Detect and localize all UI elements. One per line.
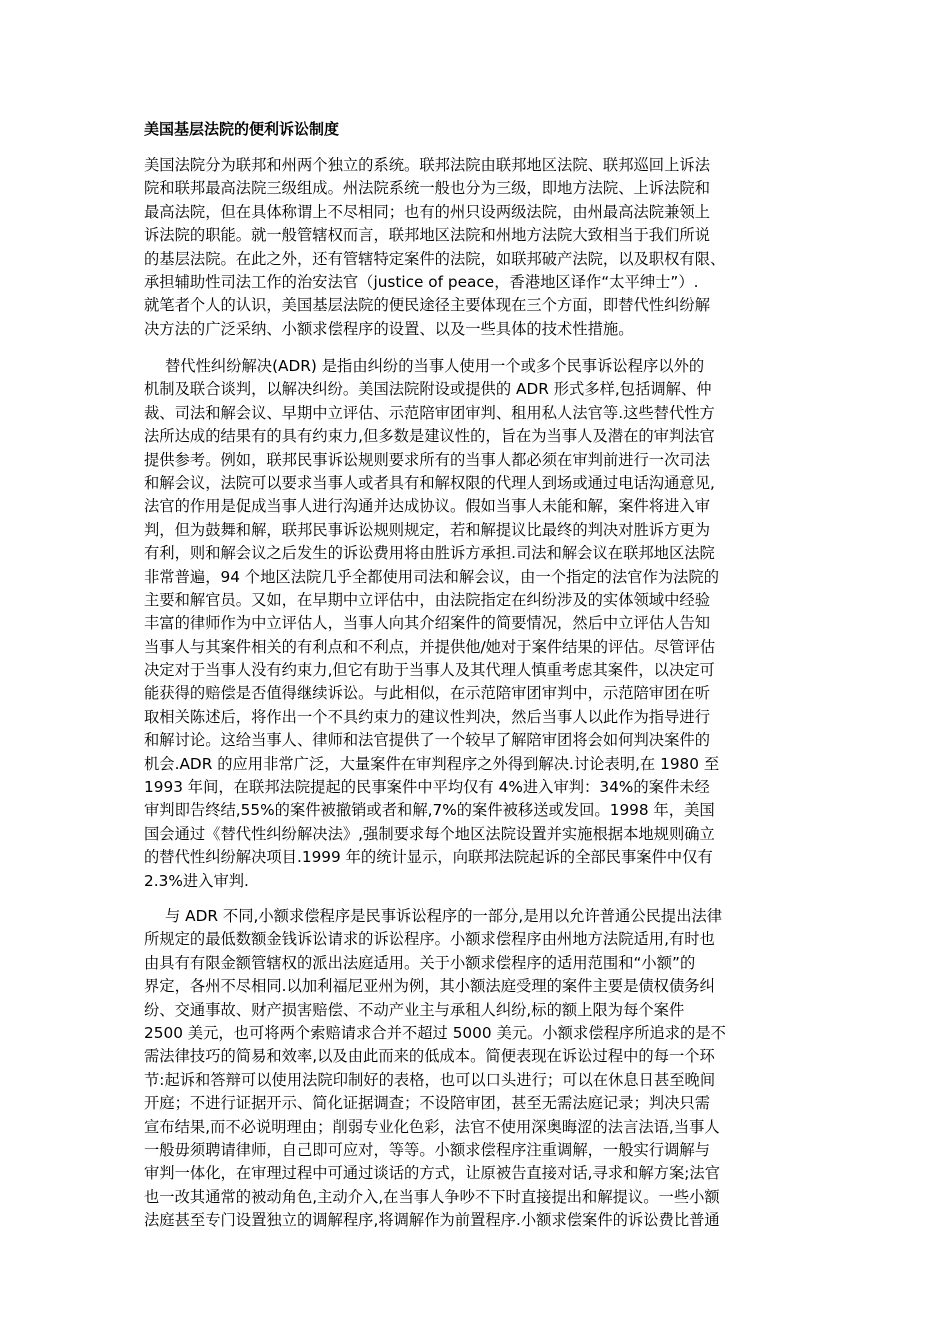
text-line: 非常普遍，94 个地区法院几乎全都使用司法和解会议，由一个指定的法官作为法院的 (144, 567, 720, 586)
text-line: 法庭甚至专门设置独立的调解程序,将调解作为前置程序.小额求偿案件的诉讼费比普通 (144, 1211, 720, 1230)
text-line: 和解会议，法院可以要求当事人或者具有和解权限的代理人到场或通过电话沟通意见, (144, 473, 715, 492)
text-line: 1993 年间，在联邦法院提起的民事案件中平均仅有 4%进入审判：34%的案件未经 (144, 778, 710, 797)
text-line: 纷、交通事故、财产损害赔偿、不动产业主与承租人纠纷,标的额上限为每个案件 (144, 1000, 685, 1019)
text-line: 国会通过《替代性纠纷解决法》,强制要求每个地区法院设置并实施根据本地规则确立 (144, 824, 715, 843)
text-line: 法所达成的结果有的具有约束力,但多数是建议性的，旨在为当事人及潜在的审判法官 (144, 427, 715, 446)
text-line: 机会.ADR 的应用非常广泛，大量案件在审判程序之外得到解决.讨论表明,在 1980 至 (144, 754, 720, 773)
text-line: 取相关陈述后，将作出一个不具约束力的建议性判决，然后当事人以此作为指导进行 (144, 707, 710, 726)
text-line: 一般毋须聘请律师，自己即可应对，等等。小额求偿程序注重调解，一般实行调解与 (144, 1140, 710, 1159)
text-line: 美国法院分为联邦和州两个独立的系统。联邦法院由联邦地区法院、联邦巡回上诉法 (144, 156, 710, 174)
text-line: 开庭；不进行证据开示、简化证据调查；不设陪审团，甚至无需法庭记录；判决只需 (144, 1094, 710, 1113)
text-line: 也一改其通常的被动角色,主动介入,在当事人争吵不下时直接提出和解提议。一些小额 (144, 1187, 720, 1206)
text-line: 所规定的最低数额金钱诉讼请求的诉讼程序。小额求偿程序由州地方法院适用,有时也 (144, 930, 715, 949)
text-line: 2.3%进入审判. (144, 871, 249, 890)
paragraph-court-system (144, 154, 810, 341)
text-line: 最高法院，但在具体称谓上不尽相同；也有的州只设两级法院，由州最高法院兼领上 (144, 202, 710, 221)
text-line: 承担辅助性司法工作的治安法官（justice of peace，香港地区译作“太平绅士”）. (144, 272, 699, 291)
text-line: 与 ADR 不同,小额求偿程序是民事诉讼程序的一部分,是用以允许普通公民提出法律 (165, 907, 723, 925)
document-title: 美国基层法院的便利诉讼制度 (144, 120, 340, 138)
text-line: 决定对于当事人没有约束力,但它有助于当事人及其代理人慎重考虑其案件，以决定可 (144, 661, 715, 680)
text-line: 院和联邦最高法院三级组成。州法院系统一般也分为三级，即地方法院、上诉法院和 (144, 179, 710, 198)
text-line: 宣布结果,而不必说明理由；削弱专业化色彩，法官不使用深奥晦涩的法言法语,当事人 (144, 1117, 720, 1136)
text-line: 法官的作用是促成当事人进行沟通并达成协议。假如当事人未能和解，案件将进入审 (144, 497, 710, 516)
text-line: 的基层法院。在此之外，还有管辖特定案件的法院，如联邦破产法院，以及职权有限、 (144, 249, 726, 268)
text-line: 界定，各州不尽相同.以加利福尼亚州为例，其小额法庭受理的案件主要是债权债务纠 (144, 977, 715, 996)
text-line: 就笔者个人的认识，美国基层法院的便民途径主要体现在三个方面，即替代性纠纷解 (144, 296, 710, 315)
text-line: 提供参考。例如，联邦民事诉讼规则要求所有的当事人都必须在审判前进行一次司法 (144, 450, 710, 469)
text-line: 诉法院的职能。就一般管辖权而言，联邦地区法院和州地方法院大致相当于我们所说 (144, 226, 710, 245)
text-line: 判，但为鼓舞和解，联邦民事诉讼规则规定，若和解提议比最终的判决对胜诉方更为 (144, 520, 710, 539)
text-line: 丰富的律师作为中立评估人，当事人向其介绍案件的简要情况，然后中立评估人告知 (144, 614, 710, 633)
text-line: 审判一体化，在审理过程中可通过谈话的方式，让原被告直接对话,寻求和解方案;法官 (144, 1164, 721, 1183)
text-line: 2500 美元，也可将两个索赔请求合并不超过 5000 美元。小额求偿程序所追求的是不 (144, 1023, 726, 1042)
paragraph-adr (144, 355, 810, 893)
text-line: 的替代性纠纷解决项目.1999 年的统计显示，向联邦法院起诉的全部民事案件中仅有 (144, 848, 713, 867)
text-line: 节:起诉和答辩可以使用法院印制好的表格，也可以口头进行；可以在休息日甚至晚间 (144, 1070, 716, 1089)
text-line: 决方法的广泛采纳、小额求偿程序的设置、以及一些具体的技术性措施。 (144, 319, 634, 338)
text-line: 替代性纠纷解决(ADR) 是指由纠纷的当事人使用一个或多个民事诉讼程序以外的 (165, 357, 705, 375)
text-line: 能获得的赔偿是否值得继续诉讼。与此相似，在示范陪审团审判中，示范陪审团在听 (144, 684, 710, 703)
text-line: 由具有有限金额管辖权的派出法庭适用。关于小额求偿程序的适用范围和“小额”的 (144, 953, 696, 972)
text-line: 需法律技巧的简易和效率,以及由此而来的低成本。简便表现在诉讼过程中的每一个环 (144, 1047, 715, 1066)
text-line: 有利，则和解会议之后发生的诉讼费用将由胜诉方承担.司法和解会议在联邦地区法院 (144, 544, 715, 563)
paragraph-small-claims (144, 905, 810, 1232)
text-line: 主要和解官员。又如，在早期中立评估中，由法院指定在纠纷涉及的实体领域中经验 (144, 590, 710, 609)
text-line: 审判即告终结,55%的案件被撤销或者和解,7%的案件被移送或发回。1998 年，美国 (144, 801, 715, 820)
text-line: 裁、司法和解会议、早期中立评估、示范陪审团审判、租用私人法官等.这些替代性方 (144, 403, 715, 422)
text-line: 当事人与其案件相关的有利点和不利点，并提供他/她对于案件结果的评估。尽管评估 (144, 637, 716, 656)
text-line: 和解讨论。这给当事人、律师和法官提供了一个较早了解陪审团将会如何判决案件的 (144, 731, 710, 750)
text-line: 机制及联合谈判，以解决纠纷。美国法院附设或提供的 ADR 形式多样,包括调解、仲 (144, 380, 712, 399)
